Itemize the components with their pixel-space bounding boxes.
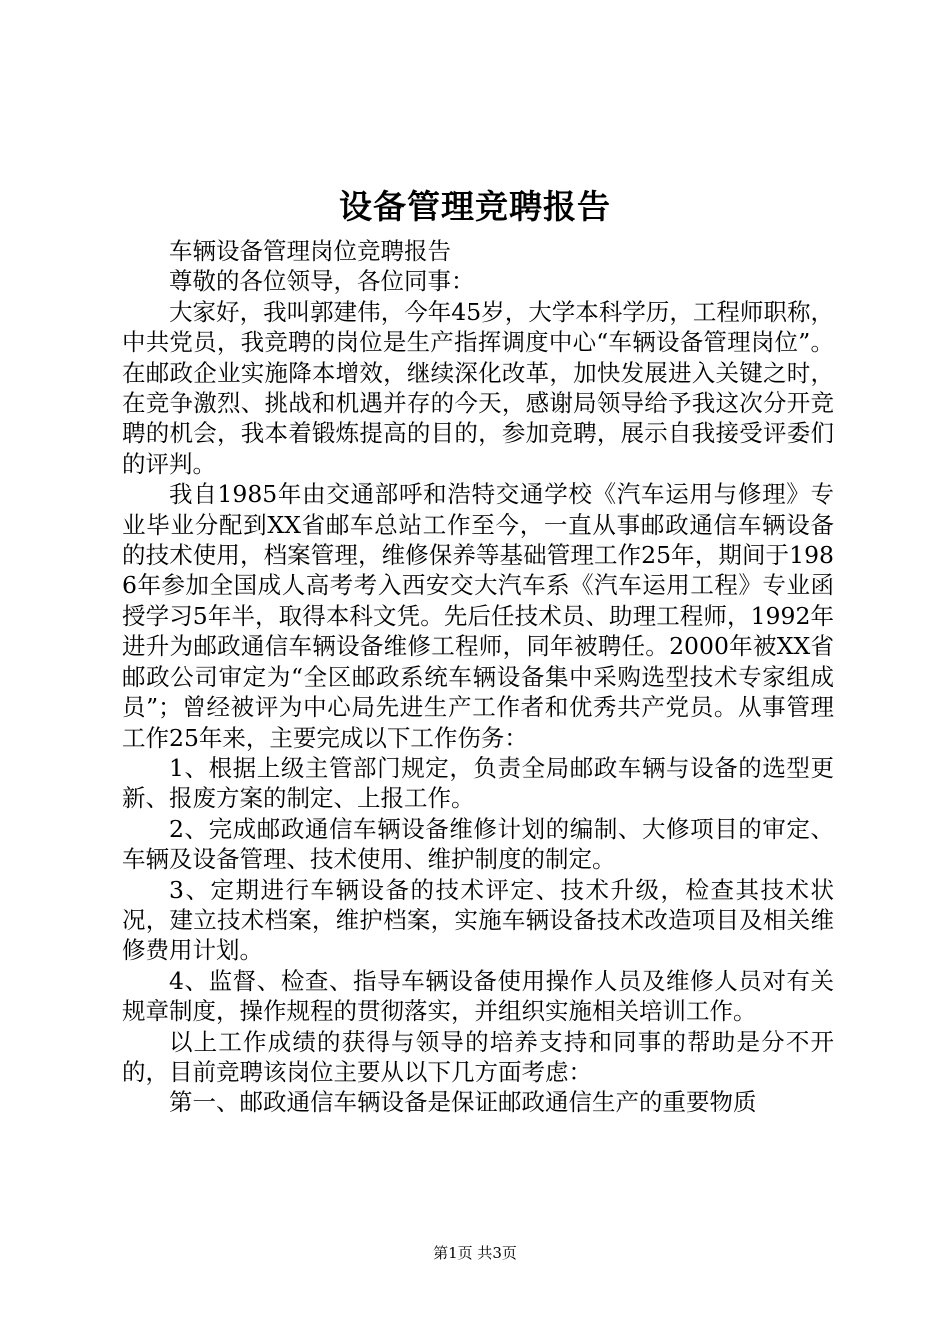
paragraph-acknowledgement: 以上工作成绩的获得与领导的培养支持和同事的帮助是分不开的，目前竞聘该岗位主要从以下几方面考虑：: [122, 1027, 834, 1086]
paragraph-introduction: 大家好，我叫郭建伟，今年45岁，大学本科学历，工程师职称，中共党员，我竞聘的岗位是生产指挥调度中心“车辆设备管理岗位”。在邮政企业实施降本增效，继续深化改革，加快发展进入关键之时，在竞争激烈、挑战和机遇并存的今天，感谢局领导给予我这次分开竞聘的机会，我本着锻炼提高的目的，参加竞聘，展示自我接受评委们的评判。: [122, 297, 834, 478]
paragraph-duty-1: 1、根据上级主管部门规定，负责全局邮政车辆与设备的选型更新、报废方案的制定、上报工作。: [122, 753, 834, 813]
document-title: 设备管理竞聘报告: [339, 187, 611, 226]
paragraph-duty-4: 4、监督、检查、指导车辆设备使用操作人员及维修人员对有关规章制度，操作规程的贯彻落实，并组织实施相关培训工作。: [122, 966, 834, 1026]
paragraph-salutation: 尊敬的各位领导，各位同事：: [169, 267, 475, 296]
paragraph-duty-3: 3、定期进行车辆设备的技术评定、技术升级，检查其技术状况，建立技术档案，维护档案，实施车辆设备技术改造项目及相关维修费用计划。: [122, 875, 834, 965]
paragraph-duty-2: 2、完成邮政通信车辆设备维修计划的编制、大修项目的审定、车辆及设备管理、技术使用、维护制度的制定。: [122, 814, 834, 874]
page-footer: 第1页 共3页: [433, 1244, 517, 1262]
document-body: [122, 236, 834, 1118]
paragraph-subtitle: 车辆设备管理岗位竞聘报告: [169, 237, 451, 265]
paragraph-point-1: 第一、邮政通信车辆设备是保证邮政通信生产的重要物质: [169, 1088, 757, 1117]
paragraph-career-history: 我自1985年由交通部呼和浩特交通学校《汽车运用与修理》专业毕业分配到XX省邮车总站工作至今，一直从事邮政通信车辆设备的技术使用，档案管理，维修保养等基础管理工作25年，期间于1986年参加全国成人高考考入西安交大汽车系《汽车运用工程》专业函授学习5年半，取得本科文凭。先后任技术员、助理工程师，1992年进升为邮政通信车辆设备维修工程师，同年被聘任。2000年被XX省邮政公司审定为“全区邮政系统车辆设备集中采购选型技术专家组成员”；曾经被评为中心局先进生产工作者和优秀共产党员。从事管理工作25年来，主要完成以下工作伤务：: [122, 480, 834, 752]
